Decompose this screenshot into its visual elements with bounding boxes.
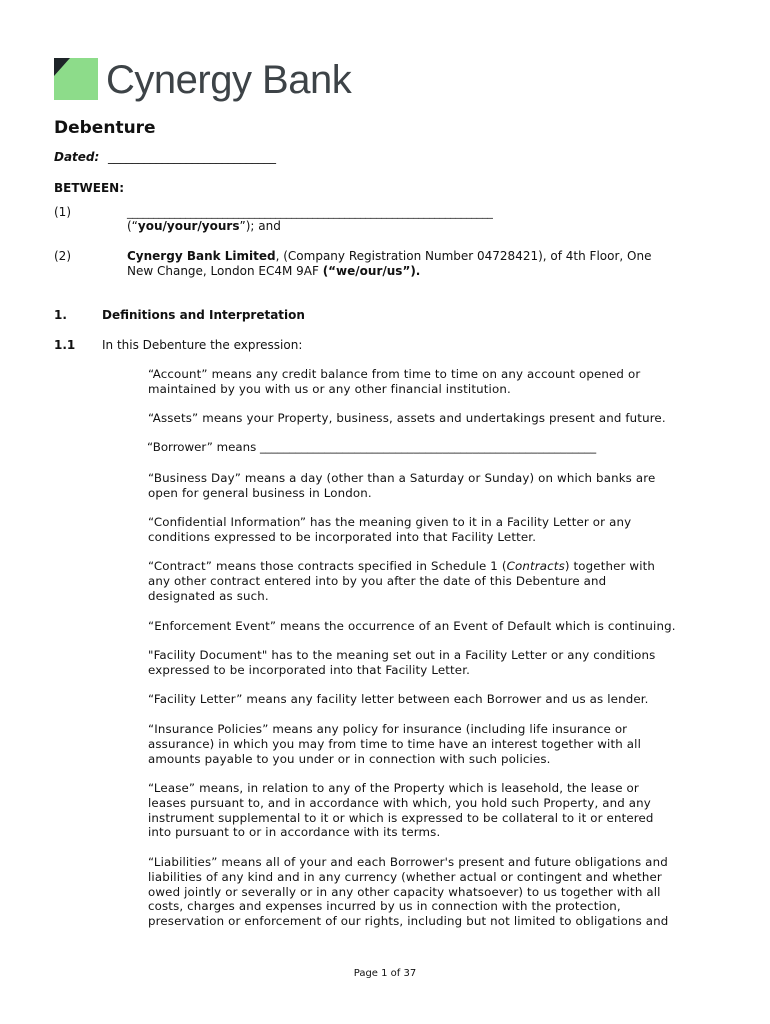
definition-enforcement-event: “Enforcement Event” means the occurrence of an Event of Default which is continuing.: [148, 619, 676, 633]
document-title: Debenture: [54, 118, 156, 138]
definition-insurance-line: assurance) in which you may from time to time have an interest together with all: [148, 736, 642, 751]
party-1-defined-term: you/your/yours: [137, 219, 240, 233]
definition-confidential-line: conditions expressed to be incorporated into that Facility Letter.: [148, 529, 537, 544]
dated-label: Dated:: [54, 150, 100, 164]
contract-italic: Contracts: [506, 559, 565, 573]
definition-lease-line: instrument supplemental to it or which is expressed to be collateral to it or entered: [148, 810, 654, 825]
definition-facility-document-line: "Facility Document" has to the meaning set out in a Facility Letter or any conditions: [148, 648, 656, 662]
definition-lease-line: “Lease” means, in relation to any of the Property which is leasehold, the lease or: [148, 781, 639, 795]
between-heading: BETWEEN:: [54, 181, 125, 195]
party-2-number: (2): [54, 249, 71, 263]
definition-liabilities-line: liabilities of any kind and in any currency (whether actual or contingent and whether: [148, 869, 662, 884]
definition-liabilities-line: “Liabilities” means all of your and each Borrower's present and future obligations and: [148, 855, 668, 869]
definition-lease-line: into pursuant to or in accordance with its terms.: [148, 825, 441, 840]
clause-1-1-text: In this Debenture the expression:: [102, 338, 303, 352]
definition-confidential-line: “Confidential Information” has the meaning given to it in a Facility Letter or any: [148, 515, 632, 529]
party-2-line-2: [127, 264, 420, 279]
definition-insurance-line: “Insurance Policies” means any policy for insurance (including life insurance or: [148, 722, 628, 736]
cynergy-logo-mark: [54, 58, 98, 100]
party-1-blank-line: _____________________________________________________________________: [127, 206, 493, 219]
contract-text: “Contract” means those contracts specified in Schedule 1 (: [148, 559, 507, 573]
definition-contract-line: [148, 559, 655, 574]
party-2-defined-term: (“we/our/us”).: [322, 264, 421, 278]
definition-assets: “Assets” means your Property, business, assets and undertakings present and future.: [148, 411, 666, 425]
party-2-name: Cynergy Bank Limited: [127, 249, 276, 263]
definition-liabilities-line: owed jointly or severally or in any other capacity whatsoever) to us together with all: [148, 884, 661, 899]
definition-contract: [148, 559, 655, 603]
party-1-paren-open: (“: [127, 219, 138, 233]
party-1-definition: [127, 219, 281, 234]
definition-account-line: “Account” means any credit balance from time to time on any account opened or: [148, 367, 641, 381]
definition-confidential-information: [148, 515, 631, 545]
definition-business-day-line: open for general business in London.: [148, 485, 372, 500]
definition-business-day: [148, 471, 655, 501]
party-1-number: (1): [54, 205, 71, 219]
definition-liabilities-line: costs, charges and expenses incurred by us in connection with the protection,: [148, 899, 621, 914]
definition-liabilities: [148, 855, 668, 929]
page-number: Page 1 of 37: [353, 968, 417, 979]
definition-account-line: maintained by you with us or any other financial institution.: [148, 381, 511, 396]
party-1-rest: ”); and: [239, 219, 281, 233]
definition-borrower: “Borrower” means _________________________________________________________: [147, 440, 597, 454]
party-2-line-1: [127, 249, 651, 264]
definition-insurance-line: amounts payable to you under or in connection with such policies.: [148, 751, 551, 766]
definition-facility-document: [148, 648, 655, 678]
definition-business-day-line: “Business Day” means a day (other than a Saturday or Sunday) on which banks are: [148, 471, 656, 485]
definition-account: [148, 367, 640, 397]
definition-insurance-policies: [148, 722, 641, 766]
party-2-address: New Change, London EC4M 9AF: [127, 264, 323, 278]
party-2-details: , (Company Registration Number 04728421), of 4th Floor, One: [275, 249, 652, 263]
section-1-number: 1.: [54, 308, 67, 322]
definition-lease-line: leases pursuant to, and in accordance with which, you hold such Property, and any: [148, 795, 651, 810]
contract-text: ) together with: [564, 559, 656, 573]
logo-wordmark: Cynergy Bank: [106, 58, 352, 102]
definition-contract-line: any other contract entered into by you after the date of this Debenture and: [148, 573, 607, 588]
definition-liabilities-line: preservation or enforcement of our rights, including but not limited to obligations and: [148, 914, 669, 929]
clause-1-1-number: 1.1: [54, 338, 76, 352]
definition-facility-document-line: expressed to be incorporated into that Facility Letter.: [148, 662, 471, 677]
section-1-title: Definitions and Interpretation: [102, 308, 305, 322]
definition-lease: [148, 781, 654, 840]
definition-facility-letter: “Facility Letter” means any facility letter between each Borrower and us as lender.: [148, 692, 649, 706]
definition-contract-line: designated as such.: [148, 588, 269, 603]
dated-blank-line: ____________________________: [108, 150, 276, 164]
